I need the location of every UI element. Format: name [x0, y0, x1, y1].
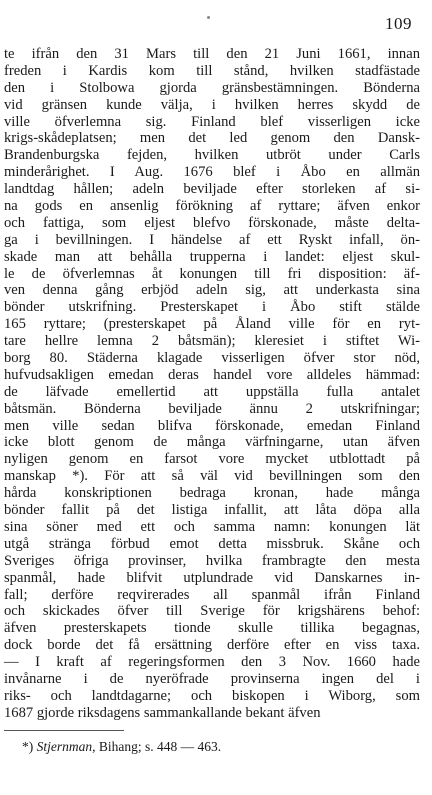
text-line: hårda konskriptionen bedraga kronan, hade många	[4, 485, 420, 502]
footnote	[22, 738, 221, 755]
text-line: ville öfverlemna sig. Finland blef visserligen icke	[4, 113, 420, 130]
footnote-rule	[4, 730, 124, 731]
text-line: le de öfverlemnas åt konungen till fri disposition: äf-	[4, 265, 420, 282]
text-line: och skickades öfver till Sverige för krigshärens behof:	[4, 603, 420, 620]
text-line: utgå stränga förbud emot detta missbruk. Skåne och	[4, 535, 420, 552]
text-line: de läfvade emellertid att uppställa fulla antalet	[4, 383, 420, 400]
print-speck	[207, 16, 210, 19]
body-text	[4, 46, 420, 722]
text-line: 165 ryttare; (presterskapet på Åland ville för en ryt-	[4, 316, 420, 333]
text-line: den i Stolbowa gjorda gränsbestämningen. Bönderna	[4, 79, 420, 96]
text-line: riks- och landtdagarne; och biskopen i Wiborg, som	[4, 687, 420, 704]
text-line: bönder fallit på det listiga infallit, att låta döpa alla	[4, 502, 420, 519]
footnote-marker: *)	[22, 739, 34, 754]
text-line: krigs-skådeplatsen; men det led genom den Dansk-	[4, 130, 420, 147]
text-line: landtdag hållen; adeln beviljade efter storleken af si-	[4, 181, 420, 198]
text-line: äfven presterskapets tionde skulle tillika begagnas,	[4, 620, 420, 637]
text-line: — I kraft af regeringsformen den 3 Nov. 1660 hade	[4, 654, 420, 671]
text-line: 1687 gjorde riksdagens sammankallande bekant äfven	[4, 704, 321, 721]
text-line: na gods en ansenlig förökning af ryttare; äfven enkor	[4, 198, 420, 215]
text-line: bönder utskrifning. Presterskapet i Åbo stift stälde	[4, 299, 420, 316]
text-line: ga i bevillningen. I händelse af ett Ryskt infall, ön-	[4, 231, 420, 248]
text-line: vid gränsen kunde välja, i hvilken herres skydd de	[4, 96, 420, 113]
text-line: tare hellre lemna 2 båtsmän); kleresiet i stiftet Wi-	[4, 333, 420, 350]
text-line: freden i Kardis kom till stånd, hvilken stadfästade	[4, 62, 420, 79]
text-line: spanmål, hade blifvit utplundrade vid Danskarnes in-	[4, 569, 420, 586]
text-line: invånarne i de nyeröfrade provinserna ingen del i	[4, 670, 420, 687]
footnote-author: Stjernman	[36, 739, 93, 754]
text-line: borg 80. Städerna klagade visserligen öfver stor nöd,	[4, 350, 420, 367]
text-line: och fattiga, som eljest blefvo förskonade, måste delta-	[4, 214, 420, 231]
text-line: Sveriges öfriga provinser, hvilka frambragte den mesta	[4, 552, 420, 569]
page-number: 109	[385, 14, 412, 33]
text-line: fall; derföre reqvirerades all spanmål ifrån Finland	[4, 586, 420, 603]
text-line: sina söner med ett och samma namn: konungen lät	[4, 518, 420, 535]
text-line: manskap *). För att så väl vid bevillningen som den	[4, 468, 420, 485]
text-line: men ville sedan blifva förskonade, emedan Finland	[4, 417, 420, 434]
text-line: te ifrån den 31 Mars till den 21 Juni 1661, innan	[4, 46, 420, 62]
text-line: nyligen genom en farsot vore mycket utblottadt på	[4, 451, 420, 468]
footnote-reference: , Bihang; s. 448 — 463.	[92, 739, 222, 754]
text-line: minderårighet. I Aug. 1676 blef i Åbo en allmän	[4, 164, 420, 181]
text-line: båtsmän. Bönderna beviljade ännu 2 utskrifningar;	[4, 400, 420, 417]
text-line: icke blott genom de många värfningarne, utan äfven	[4, 434, 420, 451]
text-line: ven denna gång erbjöd adeln sig, att underkasta sina	[4, 282, 420, 299]
text-line: hufvudsakligen emedan deras handel vore alldeles hämmad:	[4, 366, 420, 383]
text-line: Brandenburgska fejden, hvilken utbröt under Carls	[4, 147, 420, 164]
text-line: dock borde det få ersättning derföre efter en viss taxa.	[4, 637, 420, 654]
text-line: skade man att behålla trupperna i landet: eljest skul-	[4, 248, 420, 265]
